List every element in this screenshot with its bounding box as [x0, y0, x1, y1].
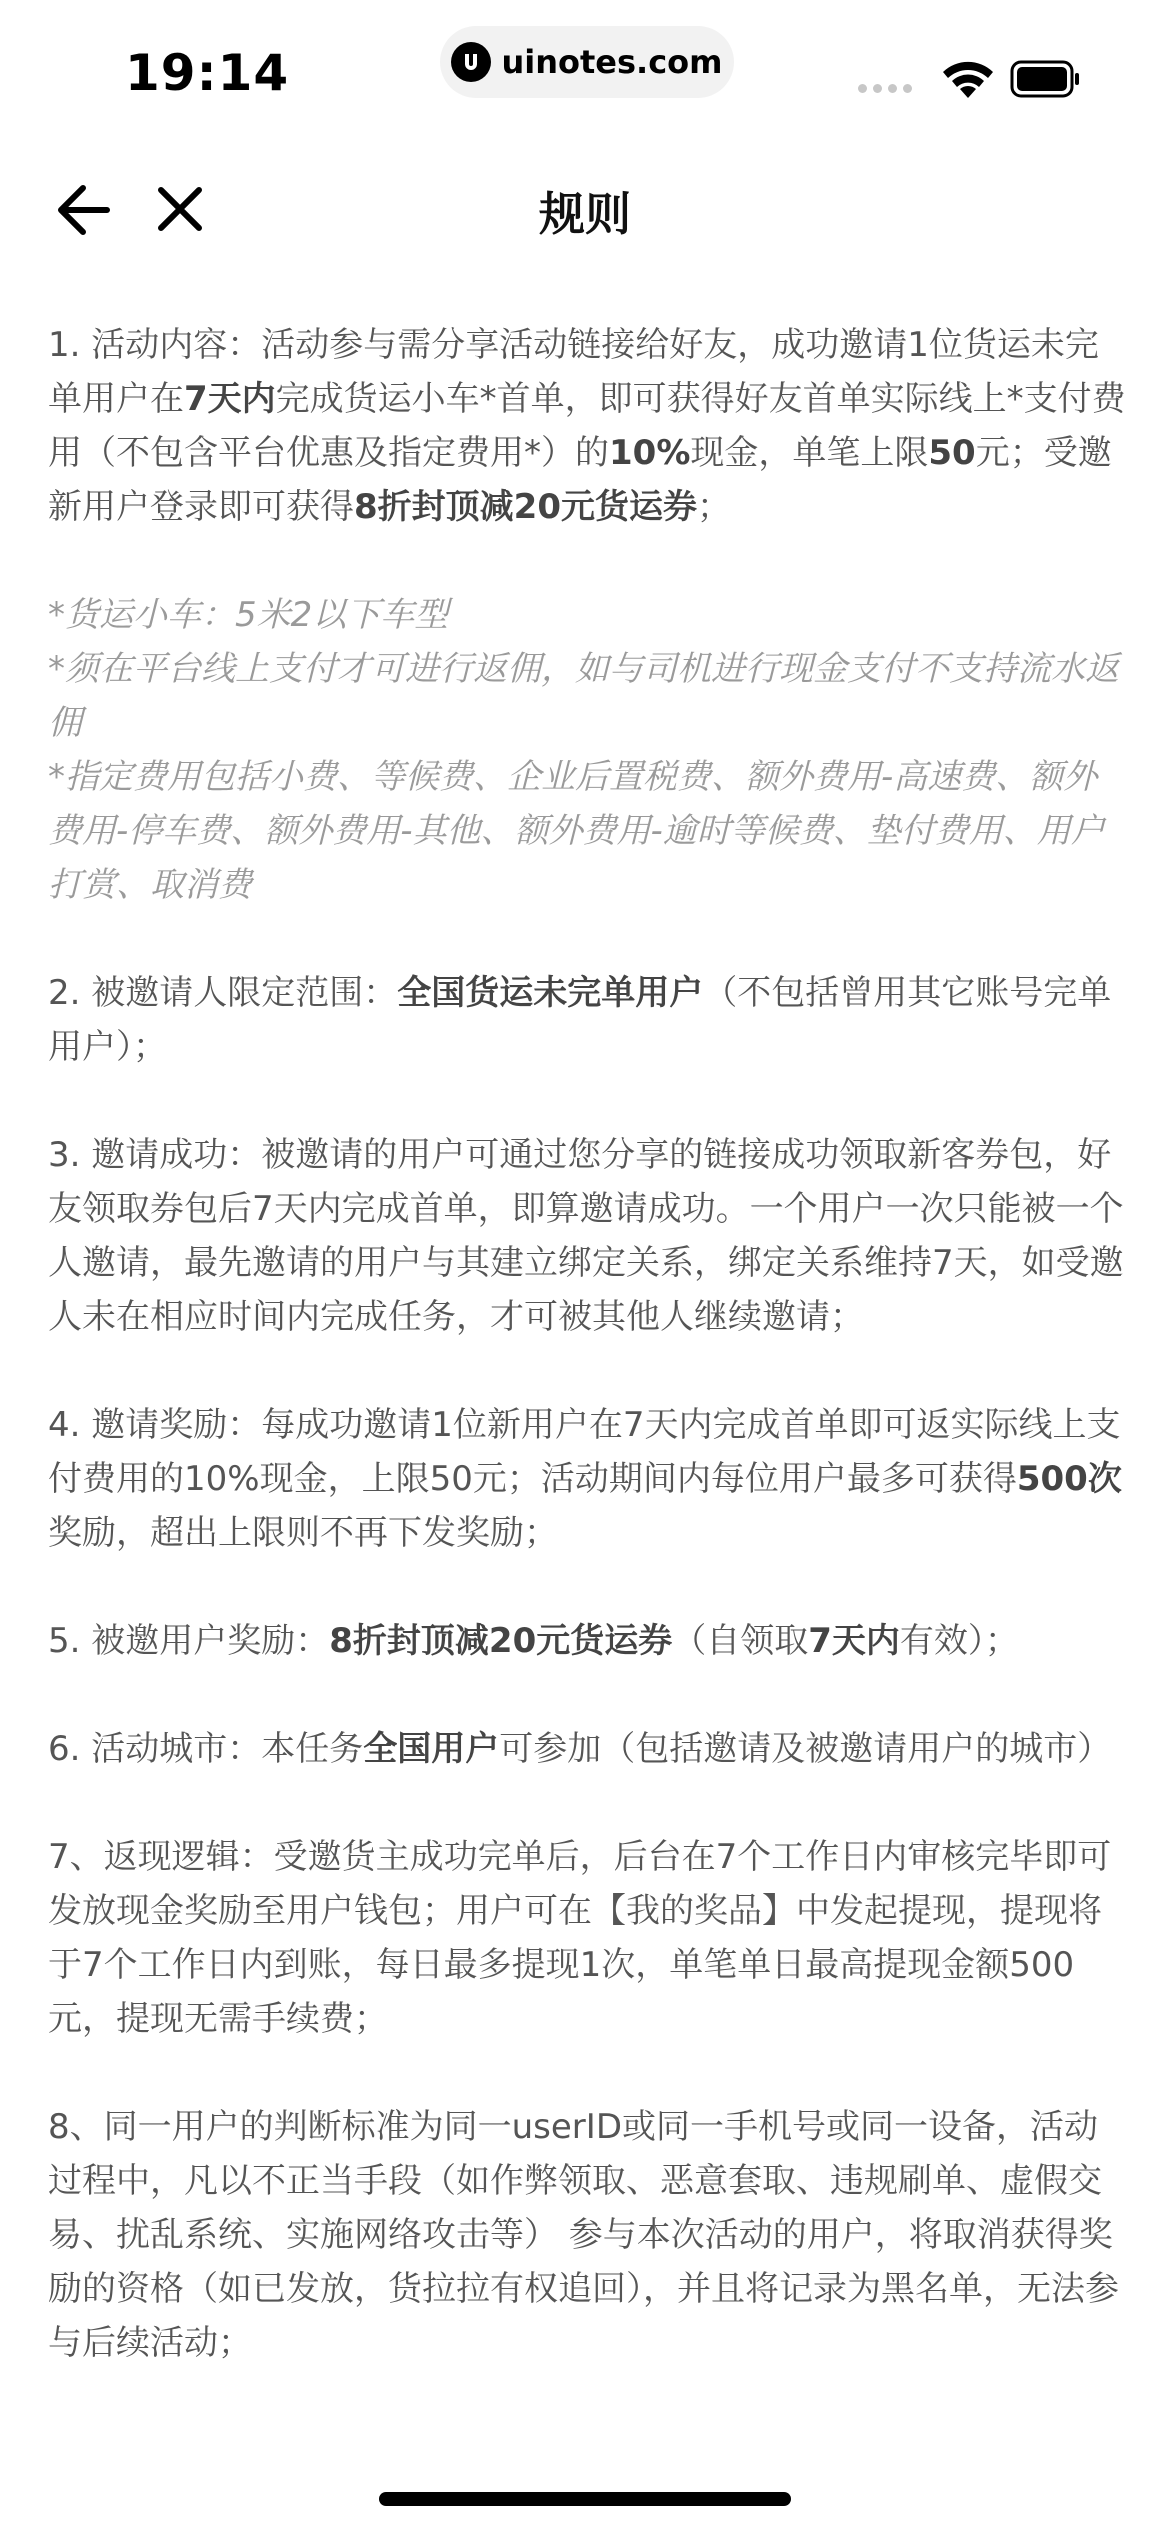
rule-4: 4. 邀请奖励：每成功邀请1位新用户在7天内完成首单即可返实际线上支付费用的10%现金，上限50元；活动期间内每位用户最多可获得500次奖励，超出上限则不再下发奖励；	[48, 1405, 1122, 1553]
rule-2: 2. 被邀请人限定范围：全国货运未完单用户（不包括曾用其它账号完单用户）；	[48, 973, 1112, 1067]
note-item: *须在平台线上支付才可进行返佣，如与司机进行现金支付不支持流水返佣	[48, 649, 1119, 743]
rule-6: 6. 活动城市：本任务全国用户可参加（包括邀请及被邀请用户的城市）	[48, 1729, 1112, 1769]
rule-3: 3. 邀请成功：被邀请的用户可通过您分享的链接成功领取新客券包，好友领取券包后7天内完成首单，即算邀请成功。一个用户一次只能被一个人邀请，最先邀请的用户与其建立绑定关系，绑定关系维持7天，如受邀人未在相应时间内完成任务，才可被其他人继续邀请；	[48, 1135, 1124, 1337]
status-time: 19:14	[125, 44, 290, 102]
home-indicator[interactable]	[379, 2492, 791, 2506]
rule-5: 5. 被邀用户奖励：8折封顶减20元货运券（自领取7天内有效）；	[48, 1621, 1019, 1661]
site-logo-icon	[451, 42, 491, 82]
url-pill[interactable]	[440, 26, 734, 98]
battery-icon	[1010, 60, 1082, 102]
status-bar	[0, 0, 1170, 150]
nav-bar	[0, 160, 1170, 260]
rule-8: 8、同一用户的判断标准为同一userID或同一手机号或同一设备，活动过程中，凡以不正当手段（如作弊领取、恶意套取、违规刷单、虚假交易、扰乱系统、实施网络攻击等） 参与本次活动的用户，将取消获得奖励的资格（如已发放，货拉拉有权追回），并且将记录为黑名单，无法参与后续活动；	[48, 2107, 1119, 2363]
wifi-icon	[940, 58, 996, 104]
note-item: *货运小车：5米2以下车型	[48, 595, 449, 635]
rules-content	[48, 318, 1128, 2424]
note-item: *指定费用包括小费、等候费、企业后置税费、额外费用-高速费、额外费用-停车费、额外费用-其他、额外费用-逾时等候费、垫付费用、用户打赏、取消费	[48, 757, 1105, 905]
rule-7: 7、返现逻辑：受邀货主成功完单后，后台在7个工作日内审核完毕即可发放现金奖励至用户钱包；用户可在【我的奖品】中发起提现，提现将于7个工作日内到账，每日最多提现1次，单笔单日最高提现金额500元，提现无需手续费；	[48, 1837, 1112, 2039]
url-text: uinotes.com	[501, 43, 723, 81]
rule-1-notes	[48, 588, 1128, 912]
rule-1: 1. 活动内容：活动参与需分享活动链接给好友，成功邀请1位货运未完单用户在7天内完成货运小车*首单，即可获得好友首单实际线上*支付费用（不包含平台优惠及指定费用*）的10%现金，单笔上限50元；受邀新用户登录即可获得8折封顶减20元货运券；	[48, 325, 1126, 527]
page-title: 规则	[539, 187, 631, 241]
cellular-signal-icon	[858, 84, 912, 93]
